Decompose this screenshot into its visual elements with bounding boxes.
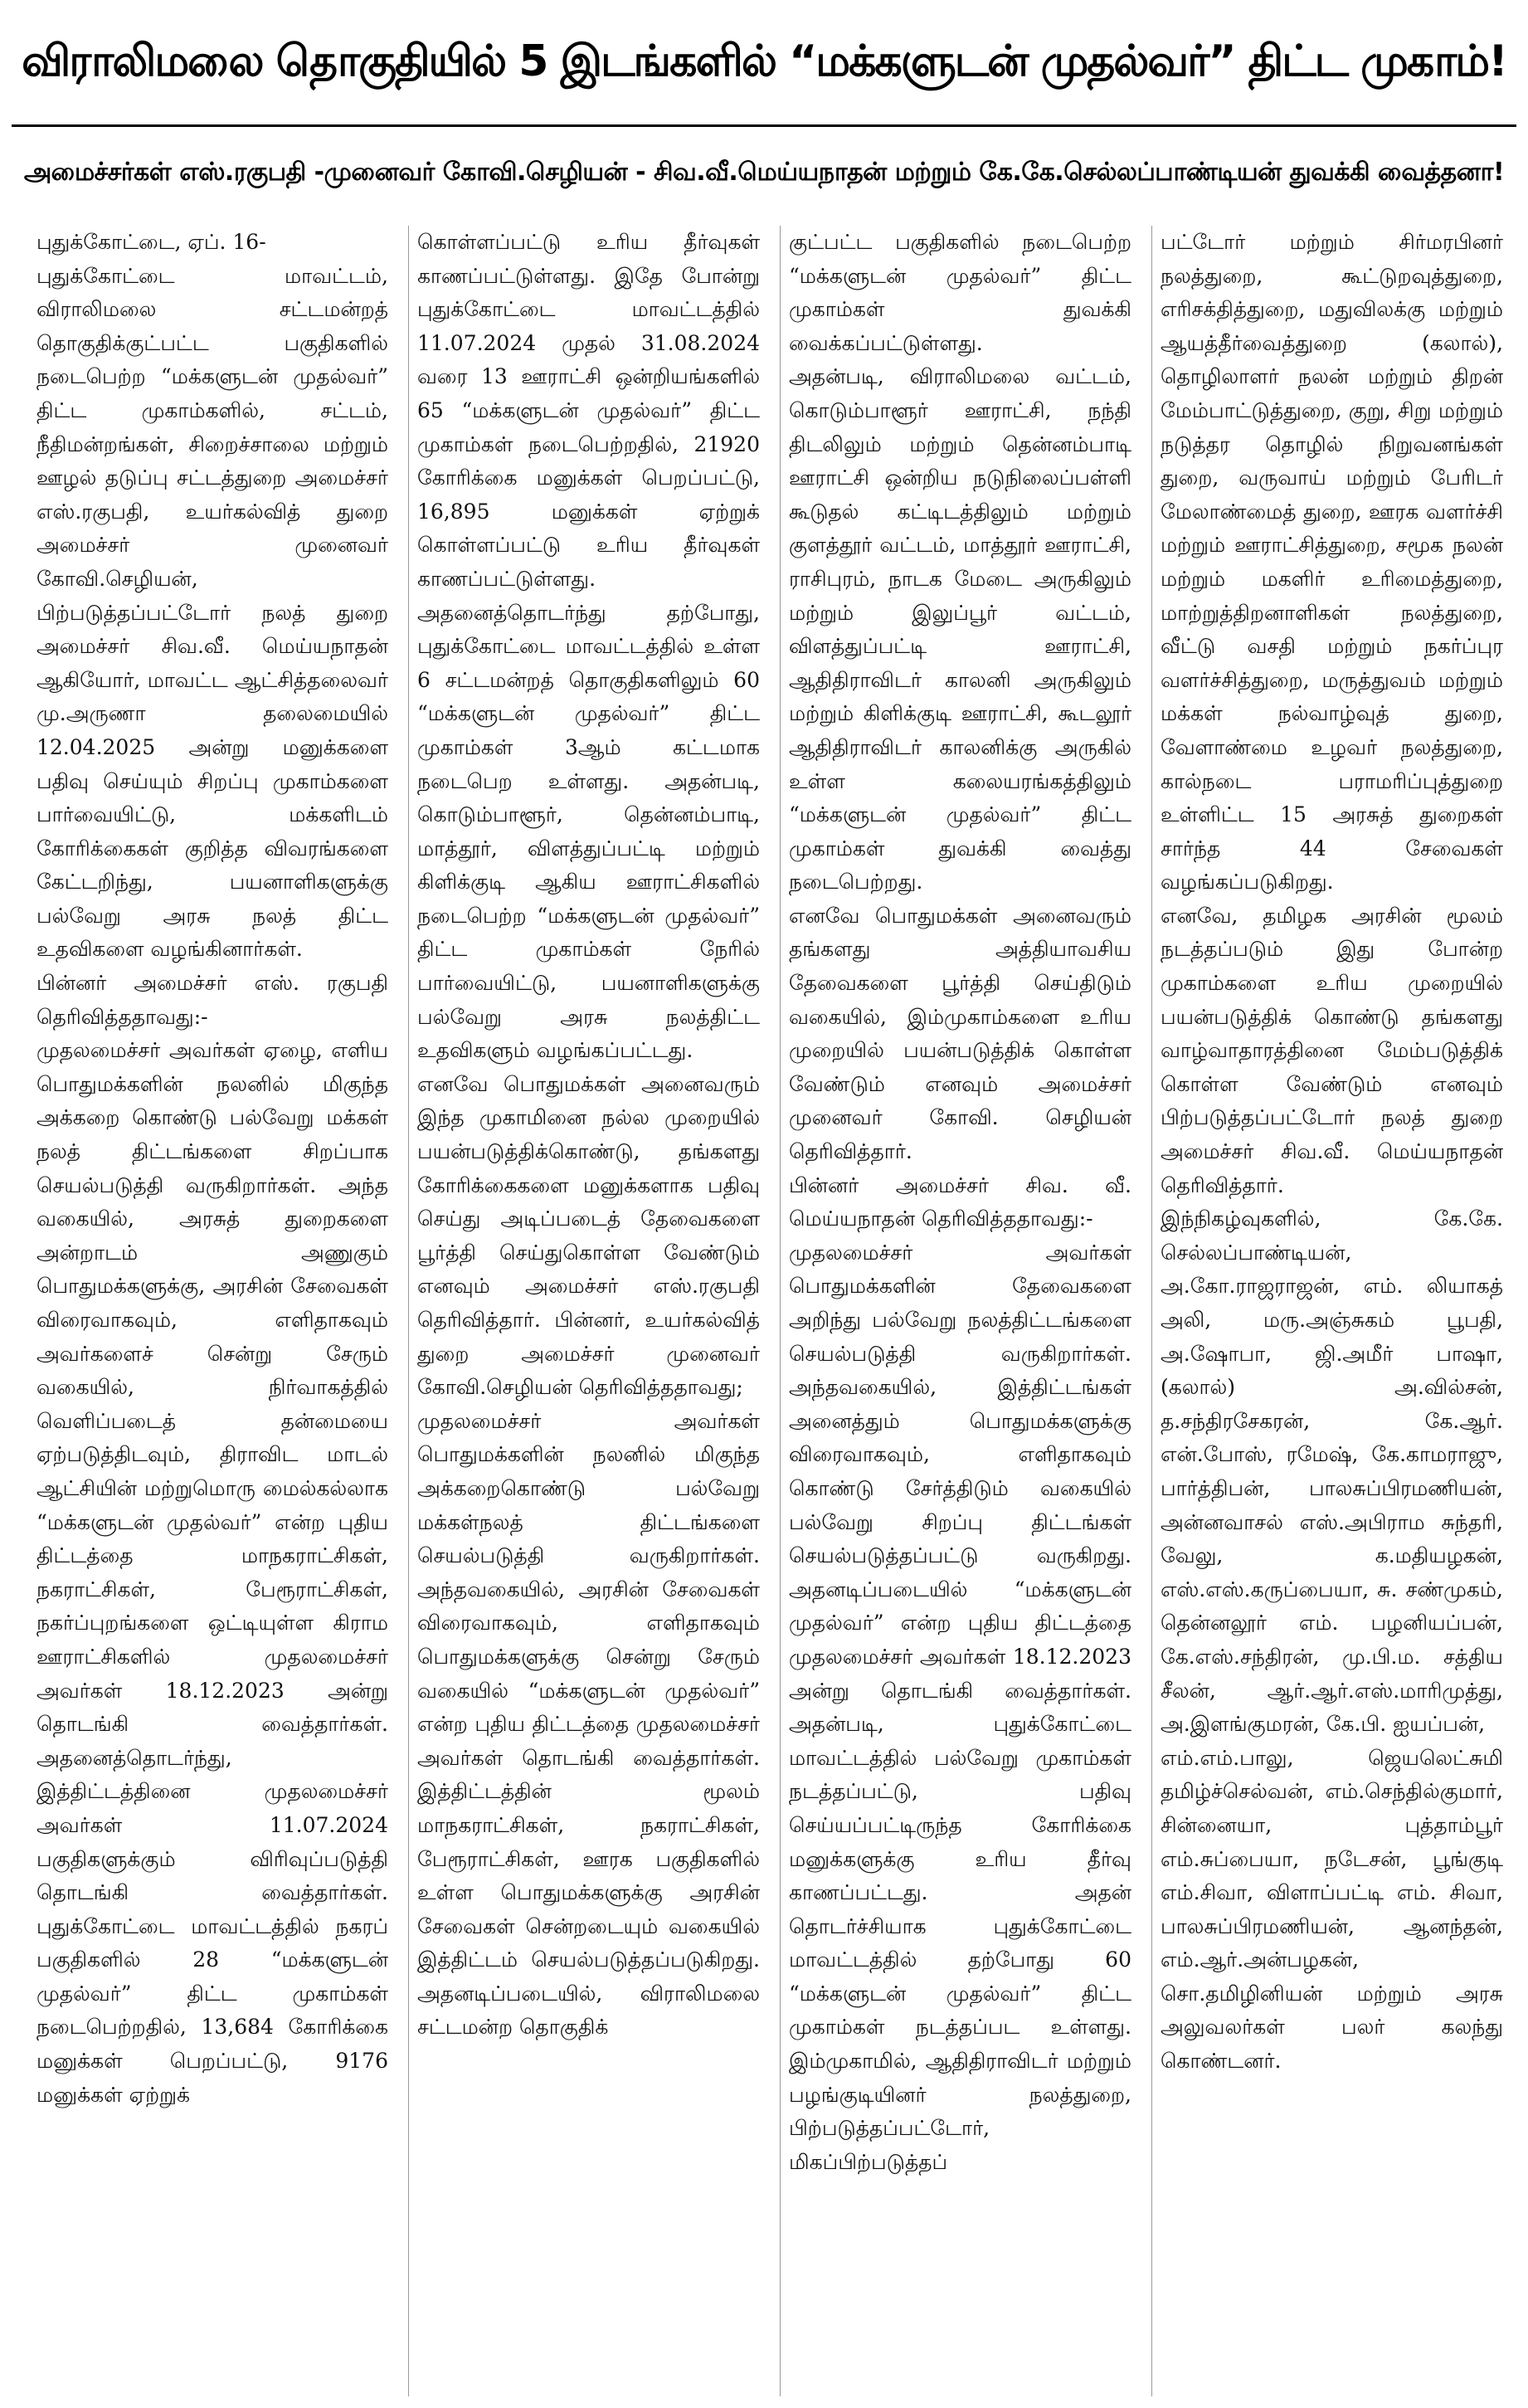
- paragraph: எனவே பொதுமக்கள் அனைவரும் இந்த முகாமினை நல்ல முறையில் பயன்படுத்திக்கொண்டு, தங்களது கோரிக்கைகளை மனுக்களாக பதிவு செய்து அடிப்படைத் தேவைகளை பூர்த்தி செய்துகொள்ள வேண்டும் எனவும் அமைச்சர் எஸ்.ரகுபதி தெரிவித்தார். பின்னர், உயர்கல்வித் துறை அமைச்சர் முனைவர் கோவி.செழியன் தெரிவித்ததாவது;: [417, 1071, 760, 1400]
- article-body: [36, 226, 1513, 2396]
- paragraph: பட்டோர் மற்றும் சிர்மரபினர் நலத்துறை, கூட்டுறவுத்துறை, எரிசக்தித்துறை, மதுவிலக்கு மற்றும் ஆயத்தீர்வைத்துறை (கலால்), தொழிலாளர் நலன் மற்றும் திறன் மேம்பாட்டுத்துறை, குறு, சிறு மற்றும் நடுத்தர தொழில் நிறுவனங்கள் துறை, வருவாய் மற்றும் பேரிடர் மேலாண்மைத் துறை, ஊரக வளர்ச்சி மற்றும் ஊராட்சித்துறை, சமூக நலன் மற்றும் மகளிர் உரிமைத்துறை, மாற்றுத்திறனாளிகள் நலத்துறை, வீட்டு வசதி மற்றும் நகர்ப்புர வளர்ச்சித்துறை, மருத்துவம் மற்றும் மக்கள் நல்வாழ்வுத் துறை, வேளாண்மை உழவர் நலத்துறை, கால்நடை பராமரிப்புத்துறை உள்ளிட்ட 15 அரசுத் துறைகள் சார்ந்த 44 சேவைகள் வழங்கப்படுகிறது.: [1161, 230, 1503, 894]
- paragraph: எம்.எம்.பாலு, ஜெயலெட்சுமி தமிழ்ச்செல்வன், எம்.செந்தில்குமார், சின்னையா, புத்தாம்பூர் எம்.சுப்பையா, நடேசன், பூங்குடி எம்.சிவா, விளாப்பட்டி எம். சிவா, பாலசுப்பிரமணியன், ஆனந்தன், எம்.ஆர்.அன்பழகன், சொ.தமிழினியன் மற்றும் அரசு அலுவலர்கள் பலர் கலந்து கொண்டனர்.: [1161, 1745, 1503, 2074]
- paragraph: அதனைத்தொடர்ந்து தற்போது, புதுக்கோட்டை மாவட்டத்தில் உள்ள 6 சட்டமன்றத் தொகுதிகளிலும் 60 “மக்களுடன் முதல்வர்” திட்ட முகாம்கள் 3ஆம் கட்டமாக நடைபெற உள்ளது. அதன்படி, கொடும்பாளூர், தென்னம்பாடி, மாத்தூர், விளத்துப்பட்டி மற்றும் கிளிக்குடி ஆகிய ஊராட்சிகளில் நடைபெற்ற “மக்களுடன் முதல்வர்” திட்ட முகாம்கள் நேரில் பார்வையிட்டு, பயனாளிகளுக்கு பல்வேறு அரசு நலத்திட்ட உதவிகளும் வழங்கப்பட்டது.: [417, 600, 760, 1063]
- paragraph: பின்னர் அமைச்சர் சிவ. வீ. மெய்யநாதன் தெரிவித்ததாவது:-: [789, 1172, 1131, 1231]
- column-1: [36, 226, 397, 2396]
- paragraph: புதுக்கோட்டை மாவட்டம், விராலிமலை சட்டமன்றத் தொகுதிக்குட்பட்ட பகுதிகளில் நடைபெற்ற “மக்களுடன் முதல்வர்” திட்ட முகாம்களில், சட்டம், நீதிமன்றங்கள், சிறைச்சாலை மற்றும் ஊழல் தடுப்பு சட்டத்துறை அமைச்சர் எஸ்.ரகுபதி, உயர்கல்வித் துறை அமைச்சர் முனைவர் கோவி.செழியன், பிற்படுத்தப்பட்டோர் நலத் துறை அமைச்சர் சிவ.வீ. மெய்யநாதன் ஆகியோர், மாவட்ட ஆட்சித்தலைவர் மு.அருணா தலைமையில் 12.04.2025 அன்று மனுக்களை பதிவு செய்யும் சிறப்பு முகாம்களை பார்வையிட்டு, மக்களிடம் கோரிக்கைகள் குறித்த விவரங்களை கேட்டறிந்து, பயனாளிகளுக்கு பல்வேறு அரசு நலத் திட்ட உதவிகளை வழங்கினார்கள்.: [36, 263, 388, 962]
- paragraph: கொள்ளப்பட்டு உரிய தீர்வுகள் காணப்பட்டுள்ளது. இதே போன்று புதுக்கோட்டை மாவட்டத்தில் 11.07.2024 முதல் 31.08.2024 வரை 13 ஊராட்சி ஒன்றியங்களில் 65 “மக்களுடன் முதல்வர்” திட்ட முகாம்கள் நடைபெற்றதில், 21920 கோரிக்கை மனுக்கள் பெறப்பட்டு, 16,895 மனுக்கள் ஏற்றுக் கொள்ளப்பட்டு உரிய தீர்வுகள் காணப்பட்டுள்ளது.: [417, 230, 760, 591]
- paragraph: முதலமைச்சர் அவர்கள் பொதுமக்களின் தேவைகளை அறிந்து பல்வேறு நலத்திட்டங்களை செயல்படுத்தி வருகிறார்கள். அந்தவகையில், இத்திட்டங்கள் அனைத்தும் பொதுமக்களுக்கு விரைவாகவும், எளிதாகவும் கொண்டு சேர்த்திடும் வகையில் பல்வேறு சிறப்பு திட்டங்கள் செயல்படுத்தப்பட்டு வருகிறது. அதனடிப்படையில் “மக்களுடன் முதல்வர்” என்ற புதிய திட்டத்தை முதலமைச்சர் அவர்கள் 18.12.2023 அன்று தொடங்கி வைத்தார்கள். அதன்படி, புதுக்கோட்டை மாவட்டத்தில் பல்வேறு முகாம்கள் நடத்தப்பட்டு, பதிவு செய்யப்பட்டிருந்த கோரிக்கை மனுக்களுக்கு உரிய தீர்வு காணப்பட்டது. அதன் தொடர்ச்சியாக புதுக்கோட்டை மாவட்டத்தில் தற்போது 60 “மக்களுடன் முதல்வர்” திட்ட முகாம்கள் நடத்தப்பட உள்ளது. இம்முகாமில், ஆதிதிராவிடர் மற்றும் பழங்குடியினர் நலத்துறை, பிற்படுத்தப்பட்டோர், மிகப்பிற்படுத்தப்: [789, 1240, 1131, 2174]
- paragraph: முதலமைச்சர் அவர்கள் பொதுமக்களின் நலனில் மிகுந்த அக்கறைகொண்டு பல்வேறு மக்கள்நலத் திட்டங்களை செயல்படுத்தி வருகிறார்கள். அந்தவகையில், அரசின் சேவைகள் விரைவாகவும், எளிதாகவும் பொதுமக்களுக்கு சென்று சேரும் வகையில் “மக்களுடன் முதல்வர்” என்ற புதிய திட்டத்தை முதலமைச்சர் அவர்கள் தொடங்கி வைத்தார்கள். இத்திட்டத்தின் மூலம் மாநகராட்சிகள், நகராட்சிகள், பேரூராட்சிகள், ஊரக பகுதிகளில் உள்ள பொதுமக்களுக்கு அரசின் சேவைகள் சென்றடையும் வகையில் இத்திட்டம் செயல்படுத்தப்படுகிறது. அதனடிப்படையில், விராலிமலை சட்டமன்ற தொகுதிக்: [417, 1408, 760, 2040]
- paragraph: குட்பட்ட பகுதிகளில் நடைபெற்ற “மக்களுடன் முதல்வர்” திட்ட முகாம்கள் துவக்கி வைக்கப்பட்டுள்ளது.: [789, 230, 1131, 355]
- column-2: [408, 226, 768, 2396]
- paragraph: அதன்படி, விராலிமலை வட்டம், கொடும்பாளூர் ஊராட்சி, நந்தி திடலிலும் மற்றும் தென்னம்பாடி ஊராட்சி ஒன்றிய நடுநிலைப்பள்ளி கூடுதல் கட்டிடத்திலும் மற்றும் குளத்தூர் வட்டம், மாத்தூர் ஊராட்சி, ராசிபுரம், நாடக மேடை அருகிலும் மற்றும் இலுப்பூர் வட்டம், விளத்துப்பட்டி ஊராட்சி, ஆதிதிராவிடர் காலனி அருகிலும் மற்றும் கிளிக்குடி ஊராட்சி, கூடலூர் ஆதிதிராவிடர் காலனிக்கு அருகில் உள்ள கலையரங்கத்திலும் “மக்களுடன் முதல்வர்” திட்ட முகாம்கள் துவக்கி வைத்து நடைபெற்றது.: [789, 364, 1131, 894]
- headline: விராலிமலை தொகுதியில் 5 இடங்களில் “மக்களுடன் முதல்வர்” திட்ட முகாம்!: [22, 37, 1506, 86]
- paragraph: முதலமைச்சர் அவர்கள் ஏழை, எளிய பொதுமக்களின் நலனில் மிகுந்த அக்கறை கொண்டு பல்வேறு மக்கள் நலத் திட்டங்களை சிறப்பாக செயல்படுத்தி வருகிறார்கள். அந்த வகையில், அரசுத் துறைகளை அன்றாடம் அணுகும் பொதுமக்களுக்கு, அரசின் சேவைகள் விரைவாகவும், எளிதாகவும் அவர்களைச் சென்று சேரும் வகையில், நிர்வாகத்தில் வெளிப்படைத் தன்மையை ஏற்படுத்திடவும், திராவிட மாடல் ஆட்சியின் மற்றுமொரு மைல்கல்லாக “மக்களுடன் முதல்வர்” என்ற புதிய திட்டத்தை மாநகராட்சிகள், நகராட்சிகள், பேரூராட்சிகள், நகர்ப்புறங்களை ஒட்டியுள்ள கிராம ஊராட்சிகளில் முதலமைச்சர் அவர்கள் 18.12.2023 அன்று தொடங்கி வைத்தார்கள். அதனைத்தொடர்ந்து, இத்திட்டத்தினை முதலமைச்சர் அவர்கள் 11.07.2024 பகுதிகளுக்கும் விரிவுப்படுத்தி தொடங்கி வைத்தார்கள். புதுக்கோட்டை மாவட்டத்தில் நகரப் பகுதிகளில் 28 “மக்களுடன் முதல்வர்” திட்ட முகாம்கள் நடைபெற்றதில், 13,684 கோரிக்கை மனுக்கள் பெறப்பட்டு, 9176 மனுக்கள் ஏற்றுக்: [36, 1038, 388, 2107]
- column-3: [780, 226, 1140, 2396]
- paragraph: பின்னர் அமைச்சர் எஸ். ரகுபதி தெரிவித்ததாவது:-: [36, 971, 388, 1029]
- paragraph: புதுக்கோட்டை, ஏப். 16-: [36, 230, 266, 254]
- paragraph: எனவே, தமிழக அரசின் மூலம் நடத்தப்படும் இது போன்ற முகாம்களை உரிய முறையில் பயன்படுத்திக் கொண்டு தங்களது வாழ்வாதாரத்தினை மேம்படுத்திக் கொள்ள வேண்டும் எனவும் பிற்படுத்தப்பட்டோர் நலத் துறை அமைச்சர் சிவ.வீ. மெய்யநாதன் தெரிவித்தார்.: [1161, 903, 1503, 1197]
- paragraph: எனவே பொதுமக்கள் அனைவரும் தங்களது அத்தியாவசிய தேவைகளை பூர்த்தி செய்திடும் வகையில், இம்முகாம்களை உரிய முறையில் பயன்படுத்திக் கொள்ள வேண்டும் எனவும் அமைச்சர் முனைவர் கோவி. செழியன் தெரிவித்தார்.: [789, 903, 1131, 1164]
- column-4: [1151, 226, 1511, 2396]
- subheadline: அமைச்சர்கள் எஸ்.ரகுபதி -முனைவர் கோவி.செழியன் - சிவ.வீ.மெய்யநாதன் மற்றும் கே.கே.செல்லப்பாண்டியன் துவக்கி வைத்தனா!: [12, 124, 1516, 218]
- paragraph: இந்நிகழ்வுகளில், கே.கே. செல்லப்பாண்டியன், அ.கோ.ராஜராஜன், எம். லியாகத் அலி, மரு.அஞ்சுகம் பூபதி, அ.ஷோபா, ஜி.அமீர் பாஷா, (கலால்) அ.வில்சன், த.சந்திரசேகரன், கே.ஆர். என்.போஸ், ரமேஷ், கே.காமராஜு, பார்த்திபன், பாலசுப்பிரமணியன், அன்னவாசல் எஸ்.அபிராம சுந்தரி, வேலு, க.மதியழகன், எஸ்.எஸ்.கருப்பையா, சு. சண்முகம், தென்னலூர் எம். பழனியப்பன், கே.எஸ்.சந்திரன், மு.பி.ம. சத்திய சீலன், ஆர்.ஆர்.எஸ்.மாரிமுத்து, அ.இளங்குமரன், கே.பி. ஐயப்பன்,: [1161, 1206, 1503, 1737]
